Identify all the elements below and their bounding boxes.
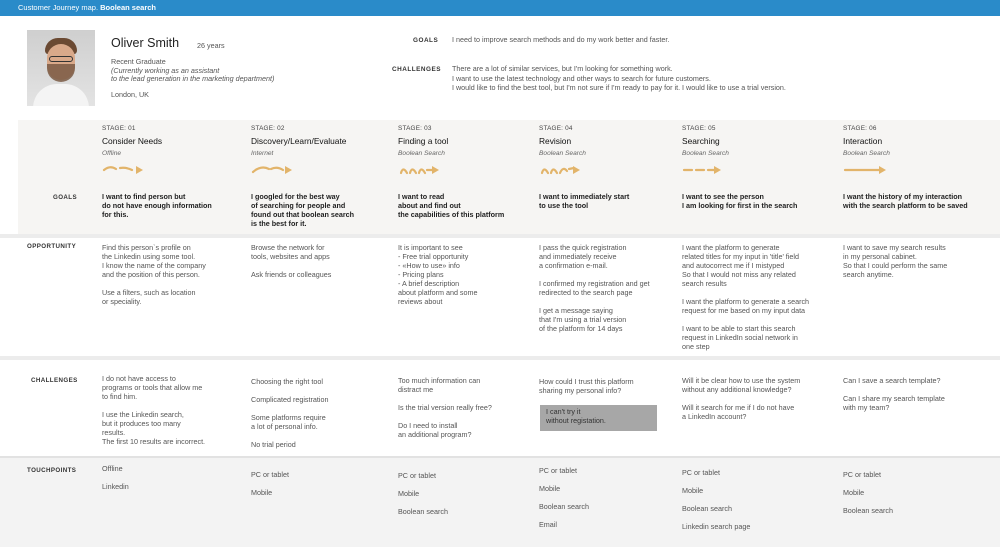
touchpoint-item: PC or tablet — [682, 468, 720, 477]
challenge-line: Is the trial version really free? — [398, 403, 492, 412]
challenge-line: Can I share my search template — [843, 394, 945, 403]
stage-number: STAGE: 05 — [682, 125, 716, 132]
touchpoint-item: Linkedin — [102, 482, 129, 491]
stage-title: Interaction — [843, 136, 883, 146]
touchpoint-item: Mobile — [843, 488, 865, 497]
stage-title: Discovery/Learn/Evaluate — [251, 136, 347, 146]
challenge-line: Too much information can — [398, 376, 481, 385]
divider — [0, 234, 1000, 238]
stage-title: Finding a tool — [398, 136, 449, 146]
touchpoint-item: Boolean search — [398, 507, 448, 516]
stage-number: STAGE: 02 — [251, 125, 285, 132]
challenge-line: Will it be clear how to use the system — [682, 376, 801, 385]
stage-arrow-icon — [102, 163, 150, 177]
highlight-line-1: I can't try it — [546, 407, 581, 416]
stage-goal — [539, 192, 629, 210]
stage-goal — [843, 192, 968, 210]
row-label-goals: GOALS — [53, 194, 78, 201]
touchpoint-item: Offline — [102, 464, 123, 473]
stage-opportunity — [682, 243, 809, 351]
stage-arrow — [251, 163, 299, 179]
challenge-line: a LinkedIn account? — [682, 412, 747, 421]
opportunity-line: So that I would not miss any related — [682, 270, 796, 279]
row-label-touchpoints: TOUCHPOINTS — [27, 467, 77, 474]
persona-challenge-3: I would like to find the best tool, but I'm not sure if I'm ready to pay for it. I would like to use a trial version. — [452, 83, 786, 92]
opportunity-line: I want to be able to start this search — [682, 324, 796, 333]
map-title: Boolean search — [100, 3, 156, 12]
opportunity-line: I want the platform to generate a search — [682, 297, 810, 306]
touchpoint-item: PC or tablet — [398, 471, 436, 480]
stage-opportunity — [251, 243, 331, 279]
stage-challenges — [102, 374, 205, 446]
opportunity-line: request for me based on my input data — [682, 306, 806, 315]
opportunity-paragraph — [251, 270, 331, 279]
challenge-paragraph — [251, 440, 329, 449]
touchpoint-item: Mobile — [682, 486, 704, 495]
stage-title: Revision — [539, 136, 572, 146]
opportunity-line: I confirmed my registration and get — [539, 279, 650, 288]
opportunity-line: I want to save my search results — [843, 243, 946, 252]
goal-line: about and find out — [398, 201, 461, 210]
stage-opportunity — [398, 243, 478, 306]
opportunity-paragraph — [251, 243, 331, 261]
persona-challenges — [452, 64, 786, 93]
stage-touchpoints — [251, 470, 289, 502]
touchpoint-item: Mobile — [539, 484, 561, 493]
stage-challenges — [843, 376, 945, 412]
touchpoint-item: PC or tablet — [251, 470, 289, 479]
challenge-line: but it produces too many — [102, 419, 181, 428]
persona-role-detail-1: (Currently working as an assistant — [111, 65, 220, 75]
challenge-line: to find him. — [102, 392, 138, 401]
opportunity-line: or speciality. — [102, 297, 142, 306]
persona-goals: I need to improve search methods and do my work better and faster. — [452, 35, 670, 44]
opportunity-line: - Pricing plans — [398, 270, 444, 279]
opportunity-paragraph — [682, 297, 809, 315]
goal-line: for this. — [102, 210, 129, 219]
opportunity-line: - «How to use» info — [398, 261, 460, 270]
map-prefix: Customer Journey map. — [18, 3, 99, 12]
stage-arrow — [843, 163, 891, 179]
touchpoint-item: Email — [539, 520, 557, 529]
challenge-line: an additional program? — [398, 430, 472, 439]
persona-challenge-2: I want to use the latest technology and other ways to search for future customers. — [452, 73, 711, 83]
challenge-paragraph — [398, 376, 492, 394]
stage-header-3 — [398, 125, 448, 157]
highlight-box — [540, 405, 657, 431]
stage-opportunity — [843, 243, 947, 279]
top-bar — [0, 0, 1000, 16]
challenge-line: Can I save a search template? — [843, 376, 941, 385]
opportunity-line: and autocorrect me if I mistyped — [682, 261, 785, 270]
touchpoint-item: PC or tablet — [539, 466, 577, 475]
challenge-paragraph — [102, 410, 205, 446]
opportunity-line: It is important to see — [398, 243, 463, 252]
opportunity-paragraph — [102, 288, 206, 306]
opportunity-line: in my personal cabinet. — [843, 252, 917, 261]
opportunity-paragraph — [102, 243, 206, 279]
opportunity-line: that I'm using a trial version — [539, 315, 627, 324]
stage-arrow-icon — [251, 163, 299, 177]
persona-role-detail-2: to the lead generation in the marketing department) — [111, 74, 275, 83]
stage-arrow — [398, 163, 446, 179]
stage-header-1 — [102, 125, 162, 157]
opportunity-line: one step — [682, 342, 710, 351]
stage-title: Searching — [682, 136, 720, 146]
stage-touchpoints — [102, 464, 129, 496]
stage-touchpoints — [843, 470, 893, 520]
challenge-line: Complicated registration — [251, 395, 329, 404]
challenge-line: Some platforms require — [251, 413, 326, 422]
stage-channel: Internet — [251, 150, 274, 157]
goal-line: I want to read — [398, 192, 445, 201]
stage-number: STAGE: 03 — [398, 125, 432, 132]
challenge-line: sharing my personal info? — [539, 386, 622, 395]
goal-line: I want to immediately start — [539, 192, 630, 201]
persona-goals-label: GOALS — [413, 37, 439, 44]
stage-challenges — [539, 377, 634, 395]
challenge-paragraph — [843, 394, 945, 412]
challenge-line: How could I trust this platform — [539, 377, 634, 386]
touchpoint-item: Mobile — [251, 488, 273, 497]
stage-arrow-icon — [539, 163, 587, 177]
goal-line: the capabilities of this platform — [398, 210, 505, 219]
goal-line: I want to see the person — [682, 192, 764, 201]
opportunity-line: I know the name of the company — [102, 261, 206, 270]
challenge-line: I do not have access to — [102, 374, 176, 383]
stage-goal — [102, 192, 212, 219]
stage-opportunity — [102, 243, 206, 306]
challenge-paragraph — [682, 376, 800, 394]
challenge-paragraph — [251, 377, 329, 386]
persona-challenge-1: There are a lot of similar services, but I'm looking for something work. — [452, 64, 673, 73]
goal-line: I am looking for first in the search — [682, 201, 798, 210]
goal-line: do not have enough information — [102, 201, 212, 210]
stage-arrow — [682, 163, 730, 179]
challenge-line: The first 10 results are incorrect. — [102, 437, 206, 446]
stage-goal — [398, 192, 504, 219]
stage-challenges — [682, 376, 800, 421]
opportunity-paragraph — [843, 243, 947, 279]
stage-number: STAGE: 04 — [539, 125, 573, 132]
touchpoint-item: Linkedin search page — [682, 522, 751, 531]
opportunity-line: redirected to the search page — [539, 288, 633, 297]
goal-line: found out that boolean search — [251, 210, 355, 219]
stage-channel: Boolean Search — [539, 150, 586, 157]
challenge-paragraph — [251, 395, 329, 404]
opportunity-line: about platform and some — [398, 288, 478, 297]
stage-header-5 — [682, 125, 729, 157]
row-label-challenges: CHALLENGES — [31, 377, 78, 384]
stage-arrow-icon — [398, 163, 446, 177]
stage-touchpoints — [539, 466, 589, 534]
goal-line: to use the tool — [539, 201, 589, 210]
opportunity-line: tools, websites and apps — [251, 252, 330, 261]
challenge-line: results. — [102, 428, 126, 437]
opportunity-line: - A brief description — [398, 279, 460, 288]
stage-number: STAGE: 01 — [102, 125, 136, 132]
opportunity-paragraph — [539, 306, 650, 333]
opportunity-line: request in LinkedIn social network in — [682, 333, 798, 342]
challenge-line: Will it search for me if I do not have — [682, 403, 795, 412]
opportunity-line: the Linkedin using some tool. — [102, 252, 196, 261]
touchpoint-item: Boolean search — [539, 502, 589, 511]
challenge-paragraph — [251, 413, 329, 431]
challenge-paragraph — [539, 377, 634, 395]
opportunity-line: a confirmation e-mail. — [539, 261, 608, 270]
challenge-line: with my team? — [843, 403, 890, 412]
opportunity-paragraph — [398, 243, 478, 306]
opportunity-line: related titles for my input in 'title' field — [682, 252, 799, 261]
challenge-line: programs or tools that allow me — [102, 383, 203, 392]
persona-age: 26 years — [197, 41, 225, 50]
goal-line: I want to find person but — [102, 192, 186, 201]
divider — [0, 356, 1000, 360]
persona-role — [111, 58, 274, 84]
stage-channel: Offline — [102, 150, 122, 157]
opportunity-paragraph — [682, 243, 809, 288]
stage-opportunity — [539, 243, 650, 333]
opportunity-paragraph — [539, 279, 650, 297]
stage-number: STAGE: 06 — [843, 125, 877, 132]
stage-header-4 — [539, 125, 586, 157]
opportunity-line: reviews about — [398, 297, 443, 306]
opportunity-line: I get a message saying — [539, 306, 613, 315]
opportunity-paragraph — [539, 243, 650, 270]
goal-line: I googled for the best way — [251, 192, 340, 201]
goal-line: I want the history of my interaction — [843, 192, 963, 201]
stage-channel: Boolean Search — [682, 150, 729, 157]
stage-header-2 — [251, 125, 346, 157]
challenge-line: Choosing the right tool — [251, 377, 323, 386]
opportunity-line: and immediately receive — [539, 252, 617, 261]
challenge-paragraph — [843, 376, 945, 385]
opportunity-line: Ask friends or colleagues — [251, 270, 332, 279]
opportunity-line: Use a filters, such as location — [102, 288, 196, 297]
stage-challenges — [251, 377, 329, 449]
opportunity-line: I want the platform to generate — [682, 243, 780, 252]
goal-line: is the best for it. — [251, 219, 307, 228]
challenge-line: Do I need to install — [398, 421, 458, 430]
stage-header-6 — [843, 125, 890, 157]
opportunity-line: - Free trial opportunity — [398, 252, 469, 261]
stage-arrow — [102, 163, 150, 179]
opportunity-paragraph — [682, 324, 809, 351]
stage-goal — [251, 192, 354, 228]
persona-name: Oliver Smith — [111, 36, 180, 50]
stage-touchpoints — [398, 471, 448, 521]
opportunity-line: So that I could perform the same — [843, 261, 948, 270]
opportunity-line: and the position of this person. — [102, 270, 200, 279]
goal-line: with the search platform to be saved — [843, 201, 968, 210]
stage-channel: Boolean Search — [843, 150, 890, 157]
opportunity-line: Find this person`s profile on — [102, 243, 191, 252]
persona-photo — [27, 30, 95, 106]
touchpoint-item: PC or tablet — [843, 470, 881, 479]
stage-channel: Boolean Search — [398, 150, 445, 157]
stage-title: Consider Needs — [102, 136, 163, 146]
persona-challenges-label: CHALLENGES — [392, 66, 442, 73]
row-label-opportunity: OPPORTUNITY — [27, 243, 77, 250]
stage-challenges — [398, 376, 492, 439]
challenge-paragraph — [398, 421, 492, 439]
challenge-line: distract me — [398, 385, 434, 394]
challenge-paragraph — [682, 403, 800, 421]
challenge-paragraph — [102, 374, 205, 401]
goal-line: of searching for people and — [251, 201, 346, 210]
challenge-line: I use the Linkedin search, — [102, 410, 184, 419]
challenge-line: a lot of personal info. — [251, 422, 318, 431]
stage-touchpoints — [682, 468, 750, 536]
touchpoint-item: Mobile — [398, 489, 420, 498]
opportunity-line: of the platform for 14 days — [539, 324, 623, 333]
stage-arrow — [539, 163, 587, 179]
stage-arrow-icon — [682, 163, 730, 177]
stage-goal — [682, 192, 797, 210]
persona-role-title: Recent Graduate — [111, 57, 166, 66]
highlight-line-2: without registation. — [546, 415, 606, 425]
opportunity-line: Browse the network for — [251, 243, 325, 252]
touchpoint-item: Boolean search — [843, 506, 893, 515]
challenge-line: without any additional knowledge? — [682, 385, 792, 394]
stage-arrow-icon — [843, 163, 891, 177]
touchpoint-item: Boolean search — [682, 504, 732, 513]
opportunity-line: search anytime. — [843, 270, 894, 279]
challenge-line: No trial period — [251, 440, 296, 449]
persona-location: London, UK — [111, 90, 149, 99]
opportunity-line: I pass the quick registration — [539, 243, 627, 252]
opportunity-line: search results — [682, 279, 727, 288]
challenge-paragraph — [398, 403, 492, 412]
